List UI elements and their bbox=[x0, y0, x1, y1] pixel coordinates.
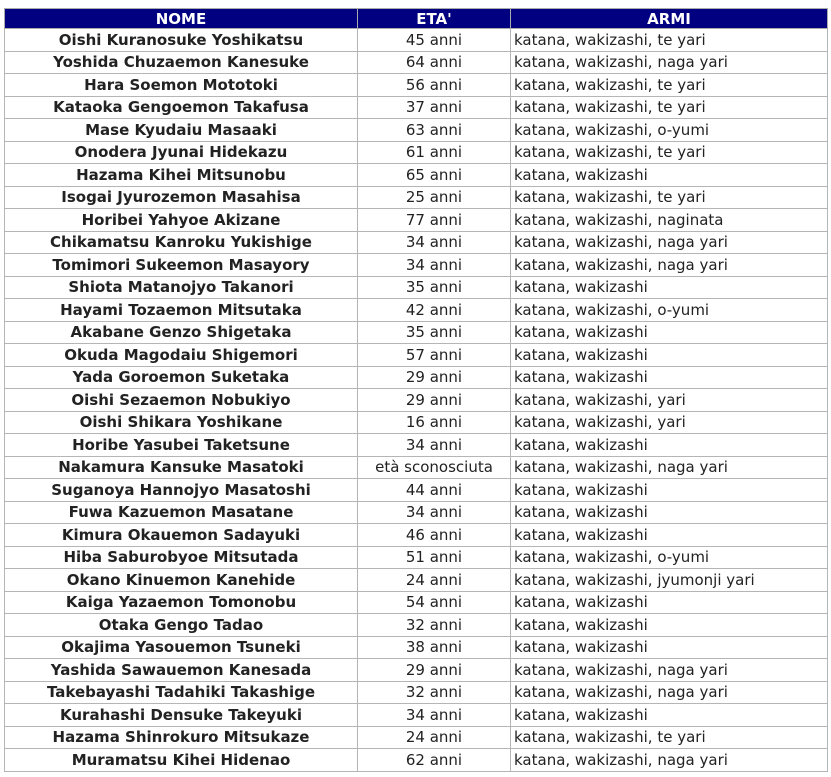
name-cell: Oishi Kuranosuke Yoshikatsu bbox=[5, 29, 358, 52]
column-header-weapons: ARMI bbox=[511, 9, 828, 29]
weapons-cell: katana, wakizashi bbox=[511, 479, 828, 502]
weapons-cell: katana, wakizashi, te yari bbox=[511, 29, 828, 52]
name-cell: Chikamatsu Kanroku Yukishige bbox=[5, 231, 358, 254]
name-cell: Suganoya Hannojyo Masatoshi bbox=[5, 479, 358, 502]
age-cell: 65 anni bbox=[358, 164, 511, 187]
table-body bbox=[5, 29, 828, 772]
name-cell: Nakamura Kansuke Masatoki bbox=[5, 456, 358, 479]
age-cell: 46 anni bbox=[358, 524, 511, 547]
age-cell: 32 anni bbox=[358, 681, 511, 704]
name-cell: Fuwa Kazuemon Masatane bbox=[5, 501, 358, 524]
age-cell: 45 anni bbox=[358, 29, 511, 52]
table-row bbox=[5, 681, 828, 704]
name-cell: Kaiga Yazaemon Tomonobu bbox=[5, 591, 358, 614]
name-cell: Horibei Yahyoe Akizane bbox=[5, 209, 358, 232]
weapons-cell: katana, wakizashi, yari bbox=[511, 389, 828, 412]
table-row bbox=[5, 164, 828, 187]
table-row bbox=[5, 591, 828, 614]
age-cell: età sconosciuta bbox=[358, 456, 511, 479]
weapons-cell: katana, wakizashi, naga yari bbox=[511, 749, 828, 772]
name-cell: Okano Kinuemon Kanehide bbox=[5, 569, 358, 592]
name-cell: Onodera Jyunai Hidekazu bbox=[5, 141, 358, 164]
name-cell: Yashida Sawauemon Kanesada bbox=[5, 659, 358, 682]
weapons-cell: katana, wakizashi, naga yari bbox=[511, 681, 828, 704]
table-row bbox=[5, 726, 828, 749]
weapons-cell: katana, wakizashi, naginata bbox=[511, 209, 828, 232]
name-cell: Kimura Okauemon Sadayuki bbox=[5, 524, 358, 547]
age-cell: 32 anni bbox=[358, 614, 511, 637]
table-row bbox=[5, 749, 828, 772]
table-header bbox=[5, 9, 828, 29]
age-cell: 62 anni bbox=[358, 749, 511, 772]
weapons-cell: katana, wakizashi bbox=[511, 524, 828, 547]
age-cell: 29 anni bbox=[358, 366, 511, 389]
weapons-cell: katana, wakizashi, naga yari bbox=[511, 51, 828, 74]
table-row bbox=[5, 186, 828, 209]
age-cell: 44 anni bbox=[358, 479, 511, 502]
weapons-cell: katana, wakizashi, te yari bbox=[511, 96, 828, 119]
name-cell: Oishi Sezaemon Nobukiyo bbox=[5, 389, 358, 412]
column-header-name: NOME bbox=[5, 9, 358, 29]
table-row bbox=[5, 209, 828, 232]
table-row bbox=[5, 636, 828, 659]
name-cell: Takebayashi Tadahiki Takashige bbox=[5, 681, 358, 704]
name-cell: Okuda Magodaiu Shigemori bbox=[5, 344, 358, 367]
name-cell: Yoshida Chuzaemon Kanesuke bbox=[5, 51, 358, 74]
name-cell: Kataoka Gengoemon Takafusa bbox=[5, 96, 358, 119]
table-row bbox=[5, 51, 828, 74]
weapons-cell: katana, wakizashi bbox=[511, 591, 828, 614]
weapons-cell: katana, wakizashi bbox=[511, 636, 828, 659]
name-cell: Hara Soemon Mototoki bbox=[5, 74, 358, 97]
age-cell: 57 anni bbox=[358, 344, 511, 367]
weapons-cell: katana, wakizashi bbox=[511, 321, 828, 344]
table-container bbox=[4, 8, 828, 772]
table-row bbox=[5, 479, 828, 502]
age-cell: 51 anni bbox=[358, 546, 511, 569]
table-row bbox=[5, 546, 828, 569]
weapons-cell: katana, wakizashi bbox=[511, 434, 828, 457]
table-row bbox=[5, 434, 828, 457]
name-cell: Oishi Shikara Yoshikane bbox=[5, 411, 358, 434]
table-row bbox=[5, 456, 828, 479]
name-cell: Shiota Matanojyo Takanori bbox=[5, 276, 358, 299]
table-row bbox=[5, 366, 828, 389]
age-cell: 42 anni bbox=[358, 299, 511, 322]
table-row bbox=[5, 614, 828, 637]
table-row bbox=[5, 411, 828, 434]
table-row bbox=[5, 659, 828, 682]
weapons-cell: katana, wakizashi, yari bbox=[511, 411, 828, 434]
table-row bbox=[5, 389, 828, 412]
name-cell: Akabane Genzo Shigetaka bbox=[5, 321, 358, 344]
weapons-cell: katana, wakizashi, te yari bbox=[511, 726, 828, 749]
table-row bbox=[5, 141, 828, 164]
age-cell: 37 anni bbox=[358, 96, 511, 119]
age-cell: 25 anni bbox=[358, 186, 511, 209]
age-cell: 34 anni bbox=[358, 704, 511, 727]
weapons-cell: katana, wakizashi bbox=[511, 164, 828, 187]
weapons-cell: katana, wakizashi bbox=[511, 344, 828, 367]
header-row bbox=[5, 9, 828, 29]
weapons-cell: katana, wakizashi, o-yumi bbox=[511, 119, 828, 142]
table-row bbox=[5, 299, 828, 322]
weapons-cell: katana, wakizashi, te yari bbox=[511, 186, 828, 209]
table-row bbox=[5, 119, 828, 142]
age-cell: 24 anni bbox=[358, 726, 511, 749]
age-cell: 35 anni bbox=[358, 321, 511, 344]
weapons-cell: katana, wakizashi bbox=[511, 366, 828, 389]
name-cell: Okajima Yasouemon Tsuneki bbox=[5, 636, 358, 659]
name-cell: Hazama Kihei Mitsunobu bbox=[5, 164, 358, 187]
age-cell: 34 anni bbox=[358, 231, 511, 254]
age-cell: 61 anni bbox=[358, 141, 511, 164]
weapons-cell: katana, wakizashi bbox=[511, 614, 828, 637]
age-cell: 64 anni bbox=[358, 51, 511, 74]
age-cell: 54 anni bbox=[358, 591, 511, 614]
weapons-cell: katana, wakizashi bbox=[511, 276, 828, 299]
name-cell: Mase Kyudaiu Masaaki bbox=[5, 119, 358, 142]
weapons-cell: katana, wakizashi, o-yumi bbox=[511, 546, 828, 569]
weapons-cell: katana, wakizashi, naga yari bbox=[511, 231, 828, 254]
age-cell: 24 anni bbox=[358, 569, 511, 592]
weapons-cell: katana, wakizashi bbox=[511, 501, 828, 524]
table-row bbox=[5, 569, 828, 592]
table-row bbox=[5, 254, 828, 277]
weapons-cell: katana, wakizashi, te yari bbox=[511, 141, 828, 164]
name-cell: Hayami Tozaemon Mitsutaka bbox=[5, 299, 358, 322]
weapons-cell: katana, wakizashi, te yari bbox=[511, 74, 828, 97]
table-row bbox=[5, 321, 828, 344]
name-cell: Tomimori Sukeemon Masayory bbox=[5, 254, 358, 277]
table-row bbox=[5, 74, 828, 97]
name-cell: Horibe Yasubei Taketsune bbox=[5, 434, 358, 457]
age-cell: 29 anni bbox=[358, 389, 511, 412]
name-cell: Muramatsu Kihei Hidenao bbox=[5, 749, 358, 772]
table-row bbox=[5, 231, 828, 254]
age-cell: 38 anni bbox=[358, 636, 511, 659]
table-row bbox=[5, 704, 828, 727]
table-row bbox=[5, 96, 828, 119]
weapons-cell: katana, wakizashi, naga yari bbox=[511, 659, 828, 682]
age-cell: 63 anni bbox=[358, 119, 511, 142]
column-header-age: ETA' bbox=[358, 9, 511, 29]
table-row bbox=[5, 501, 828, 524]
weapons-cell: katana, wakizashi, jyumonji yari bbox=[511, 569, 828, 592]
name-cell: Yada Goroemon Suketaka bbox=[5, 366, 358, 389]
table-row bbox=[5, 344, 828, 367]
age-cell: 77 anni bbox=[358, 209, 511, 232]
weapons-cell: katana, wakizashi, naga yari bbox=[511, 254, 828, 277]
table-row bbox=[5, 29, 828, 52]
age-cell: 34 anni bbox=[358, 434, 511, 457]
age-cell: 56 anni bbox=[358, 74, 511, 97]
weapons-cell: katana, wakizashi, o-yumi bbox=[511, 299, 828, 322]
weapons-cell: katana, wakizashi, naga yari bbox=[511, 456, 828, 479]
name-cell: Hazama Shinrokuro Mitsukaze bbox=[5, 726, 358, 749]
ronin-table bbox=[4, 8, 828, 772]
age-cell: 35 anni bbox=[358, 276, 511, 299]
name-cell: Isogai Jyurozemon Masahisa bbox=[5, 186, 358, 209]
age-cell: 29 anni bbox=[358, 659, 511, 682]
name-cell: Otaka Gengo Tadao bbox=[5, 614, 358, 637]
name-cell: Hiba Saburobyoe Mitsutada bbox=[5, 546, 358, 569]
weapons-cell: katana, wakizashi bbox=[511, 704, 828, 727]
age-cell: 16 anni bbox=[358, 411, 511, 434]
name-cell: Kurahashi Densuke Takeyuki bbox=[5, 704, 358, 727]
age-cell: 34 anni bbox=[358, 501, 511, 524]
age-cell: 34 anni bbox=[358, 254, 511, 277]
table-row bbox=[5, 276, 828, 299]
table-row bbox=[5, 524, 828, 547]
